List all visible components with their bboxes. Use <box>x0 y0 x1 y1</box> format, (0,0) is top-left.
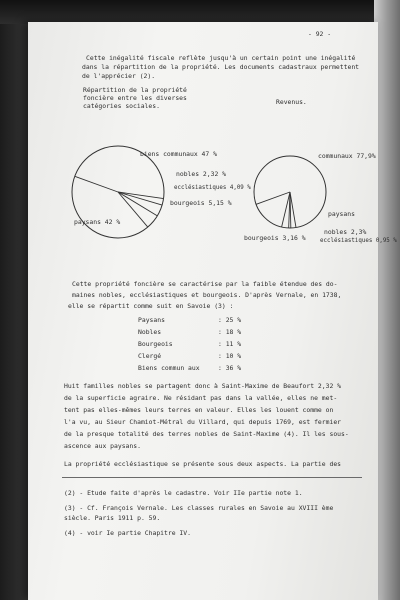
para1-line-1: Cette propriété foncière se caractérise par la faible étendue des do- <box>72 280 338 288</box>
para3-line: La propriété ecclésiastique se présente sous deux aspects. La partie des <box>64 460 342 468</box>
table-cell-label: Nobles <box>138 328 162 336</box>
pie1-label-nobles: nobles 2,32 % <box>176 170 227 178</box>
intro-line-3: de l'apprécier (2). <box>82 72 156 80</box>
pie-slice-nobles <box>118 192 164 199</box>
table-row <box>138 340 242 348</box>
table-cell-value: : 11 % <box>218 340 242 348</box>
table-cell-value: : 10 % <box>218 352 242 360</box>
chart-caption-line-1: Répartition de la propriété <box>83 86 187 94</box>
table-cell-label: Biens commun aux <box>138 364 200 372</box>
revenue-pie-chart <box>250 152 330 232</box>
para2-line-1: Huit familles nobles se partagent donc à Saint-Maxime de Beaufort 2,32 % <box>64 382 342 390</box>
table-cell-label: Clergé <box>138 352 162 360</box>
table-cell-value: : 25 % <box>218 316 242 324</box>
pie-slice-bourgeois <box>118 192 157 216</box>
pie2-label-communaux: communaux 77,9% <box>318 152 376 160</box>
table-row <box>138 352 242 360</box>
pie2-label-paysans: paysans <box>328 210 355 218</box>
pie-slice-bienscommunaux <box>75 176 118 192</box>
para2-line-4: l'a vu, au Sieur Chamiot-Métral du Villard, qui depuis 1769, est fermier <box>64 418 342 426</box>
para2-line-3: tent pas elles-mêmes leurs terres en valeur. Elles les louent comme on <box>64 406 334 414</box>
revenus-caption: Revenus. <box>276 98 307 106</box>
table-cell-value: : 36 % <box>218 364 242 372</box>
table-cell-label: Bourgeois <box>138 340 173 348</box>
pie1-label-ecclesiastiques: ecclésiastiques 4,09 % <box>174 185 251 191</box>
pie1-label-communaux: biens communaux 47 % <box>140 150 217 158</box>
pie-slice-paysans <box>118 192 148 227</box>
pie1-label-bourgeois: bourgeois 5,15 % <box>170 199 232 207</box>
background-top <box>0 0 400 24</box>
chart-caption-line-2: foncière entre les diverses <box>83 94 187 102</box>
distribution-table <box>138 312 308 374</box>
table-row <box>138 316 242 324</box>
page-number: - 92 - <box>308 30 332 38</box>
pie2-label-bourgeois: bourgeois 3,16 % <box>244 234 306 242</box>
para2-line-6: ascence aux paysans. <box>64 442 141 450</box>
footnote-3: (3) - Cf. François Vernale. Les classes rurales en Savoie au XVIII ème <box>64 504 334 512</box>
footnote-4: (4) - voir Ie partie Chapitre IV. <box>64 529 191 537</box>
pie1-label-paysans: paysans 42 % <box>74 218 121 226</box>
chart-caption-line-3: catégories sociales. <box>83 102 160 110</box>
intro-line-2: dans la répartition de la propriété. Les documents cadastraux permettent <box>82 63 360 71</box>
footnote-divider <box>62 477 362 478</box>
para1-line-3: elle se répartit comme suit en Savoie (3) : <box>68 302 234 310</box>
table-row <box>138 364 242 372</box>
table-cell-label: Paysans <box>138 316 165 324</box>
pie2-label-ecclesiastiques: ecclésiastiques 0,95 % <box>320 238 397 244</box>
pie2-label-nobles: nobles 2,3% <box>324 228 367 236</box>
document-page <box>28 22 397 600</box>
pie-slice-communaux <box>256 192 290 204</box>
table-row <box>138 328 242 336</box>
intro-line-1: Cette inégalité fiscale reflète jusqu'à un certain point une inégalité <box>86 54 356 62</box>
para2-line-2: de la superficie agraire. Ne résidant pas dans la vallée, elles ne met- <box>64 394 338 402</box>
para2-line-5: de la presque totalité des terres nobles de Saint-Maxime (4). Il les sous- <box>64 430 349 438</box>
footnote-2: (2) - Etude faite d'après le cadastre. Voir IIe partie note 1. <box>64 489 303 497</box>
footnote-3-cont: siècle. Paris 1911 p. 59. <box>64 514 161 522</box>
para1-line-2: maines nobles, ecclésiastiques et bourgeois. D'après Vernale, en 1738, <box>72 291 342 299</box>
pie-slice-ecclsiastiques <box>118 192 162 205</box>
table-cell-value: : 18 % <box>218 328 242 336</box>
